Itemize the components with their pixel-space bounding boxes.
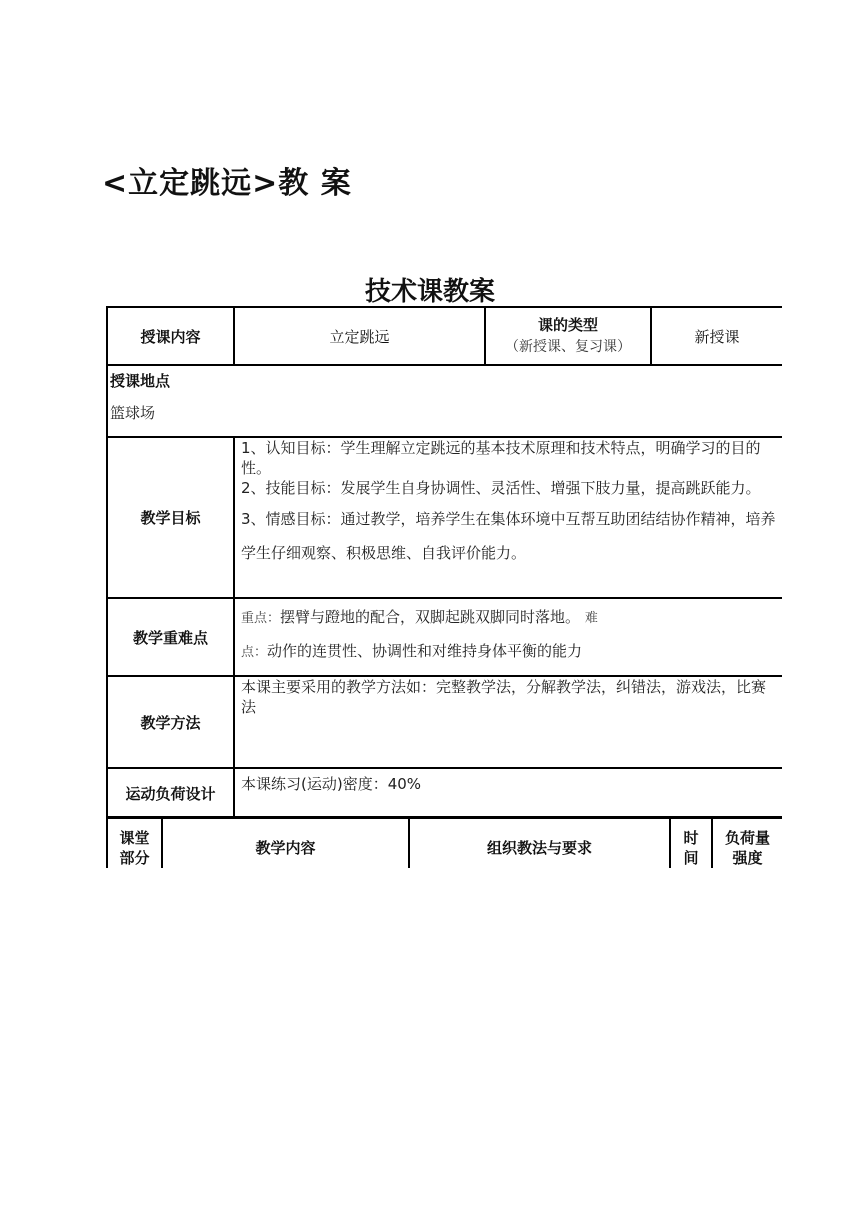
lesson-type-cell: [485, 307, 651, 365]
col-header-part: [107, 817, 162, 868]
key-difficult-label: 教学重难点: [107, 598, 234, 676]
content-value: 立定跳远: [234, 307, 485, 365]
steps-header-row: [107, 817, 782, 868]
difficult-point-prefix-1: 难: [584, 611, 598, 626]
col-header-part-text: 课堂部分: [119, 829, 150, 867]
key-point-prefix: 重点：: [241, 611, 281, 626]
row-load: [107, 768, 782, 818]
table-title: 技术课教案: [364, 277, 495, 307]
content-label: 授课内容: [107, 307, 234, 365]
document-title: <立定跳远>教 案: [102, 166, 352, 201]
goals-cell: [234, 437, 782, 598]
col-header-organization: 组织教法与要求: [409, 817, 670, 868]
col-header-time: [670, 817, 712, 868]
site-cell: [107, 365, 782, 437]
methods-label: 教学方法: [107, 676, 234, 768]
col-header-intensity-text: 负荷量强度: [724, 829, 770, 867]
methods-value: 本课主要采用的教学方法如：完整教学法，分解教学法，纠错法，游戏法，比赛法: [234, 676, 782, 768]
goals-label: 教学目标: [107, 437, 234, 598]
row-key-difficult: [107, 598, 782, 676]
key-point-text: 摆臂与蹬地的配合，双脚起跳双脚同时落地。: [280, 608, 581, 626]
goal-cognitive: 1、认知目标：学生理解立定跳远的基本技术原理和技术特点，明确学习的目的性。: [241, 439, 761, 477]
goal-affective: 3、情感目标：通过教学，培养学生在集体环境中互帮互助团结结协作精神，培养学生仔细观察、积极思维、自我评价能力。: [241, 510, 776, 562]
col-header-intensity: [712, 817, 782, 868]
lesson-type-label: 课的类型: [537, 316, 598, 334]
load-value: 本课练习(运动)密度：40%: [234, 768, 782, 818]
row-content: [107, 307, 782, 365]
lesson-type-value: 新授课: [651, 307, 782, 365]
row-goals: [107, 437, 782, 598]
key-difficult-cell: [234, 598, 782, 676]
difficult-point-line: [241, 635, 776, 669]
difficult-point-text: 动作的连贯性、协调性和对维持身体平衡的能力: [267, 642, 583, 660]
lesson-plan-frame: [106, 306, 782, 868]
col-header-content: 教学内容: [162, 817, 409, 868]
col-header-time-text: 时间: [683, 829, 699, 867]
lesson-plan-table: [106, 306, 782, 819]
lesson-type-options: （新授课、复习课）: [505, 339, 631, 355]
key-point-line: [241, 601, 776, 635]
load-label: 运动负荷设计: [107, 768, 234, 818]
row-methods: [107, 676, 782, 768]
goal-skill: 2、技能目标：发展学生自身协调性、灵活性、增强下肢力量，提高跳跃能力。: [241, 479, 761, 497]
difficult-point-prefix-2: 点：: [241, 645, 268, 660]
site-label: 授课地点: [110, 372, 171, 390]
lesson-steps-header: [106, 816, 782, 868]
row-site: [107, 365, 782, 437]
site-value: 篮球场: [110, 404, 156, 422]
